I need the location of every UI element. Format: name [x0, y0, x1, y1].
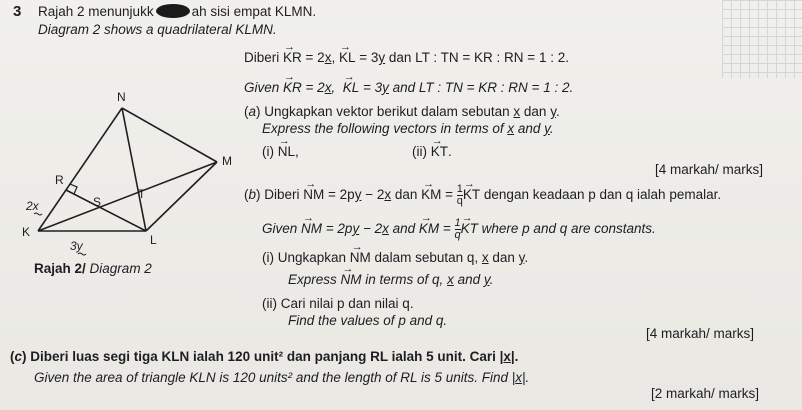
label-k: K [22, 225, 31, 239]
part-c-english: Given the area of triangle KLN is 120 units² and the length of RL is 5 units. Find |x|. [34, 370, 530, 385]
label-r: R [55, 173, 64, 187]
part-a-item-i: (i) NL → , [262, 135, 299, 159]
label-kr-vector: 2x [26, 199, 39, 213]
part-b-item-ii-malay: (ii) Cari nilai p dan nilai q. [262, 296, 414, 311]
question-number: 3 [13, 3, 22, 20]
part-b-item-i-english: Express NM → in terms of q, x and y. [288, 263, 494, 287]
part-a-english: Express the following vectors in terms of x and y. [262, 121, 554, 136]
diagram-caption: Rajah 2/ Diagram 2 [34, 261, 152, 276]
label-n: N [117, 90, 126, 104]
quadrilateral-lines [38, 108, 217, 231]
part-c-malay: (c) Diberi luas segi tiga KLN ialah 120 unit² dan panjang RL ialah 5 unit. Cari |x|. [10, 349, 519, 364]
part-c-marks: [2 markah/ marks] [651, 386, 760, 401]
given-english: Given KR → = 2x, KL → = 3y and LT : TN = KR : RN = 1 : 2. [244, 71, 574, 95]
intro-english: Diagram 2 shows a quadrilateral KLMN. [38, 22, 277, 37]
segment-rl [66, 190, 146, 231]
part-a-malay: (a) Ungkapkan vektor berikut dalam sebutan x dan y. [244, 104, 560, 119]
part-b-item-ii-english: Find the values of p and q. [288, 313, 448, 328]
label-s: S [93, 195, 102, 209]
intro-malay: Rajah 2 menunjukk ah sisi empat KLMN. [38, 4, 317, 19]
edge-nl [122, 108, 146, 231]
diagram-labels [22, 90, 232, 253]
part-b-malay: (b) Diberi NM → = 2py − 2x dan KM → = $\frac{1}{q}$ KT → dengan keadaan p dan q ialah pemalar. [244, 178, 722, 207]
label-l: L [150, 233, 157, 247]
edge-nm [122, 108, 217, 162]
part-a-marks: [4 markah/ marks] [655, 162, 764, 177]
label-t: T [138, 187, 146, 201]
given-malay: Diberi KR → = 2x, KL → = 3y dan LT : TN = KR : RN = 1 : 2. [244, 41, 569, 65]
part-b-english: Given NM → = 2py − 2x and KM → = $\frac{1}{q}$ KT → where p and q are constants. [262, 212, 656, 241]
label-m: M [222, 154, 232, 168]
part-b-item-i-malay: (i) Ungkapkan NM → dalam sebutan q, x dan y. [262, 241, 529, 265]
part-b-marks: [4 markah/ marks] [646, 326, 755, 341]
label-kl-vector: 3y [70, 239, 83, 253]
part-a-item-ii: (ii) KT → . [412, 135, 452, 159]
edge-ml [146, 162, 217, 231]
